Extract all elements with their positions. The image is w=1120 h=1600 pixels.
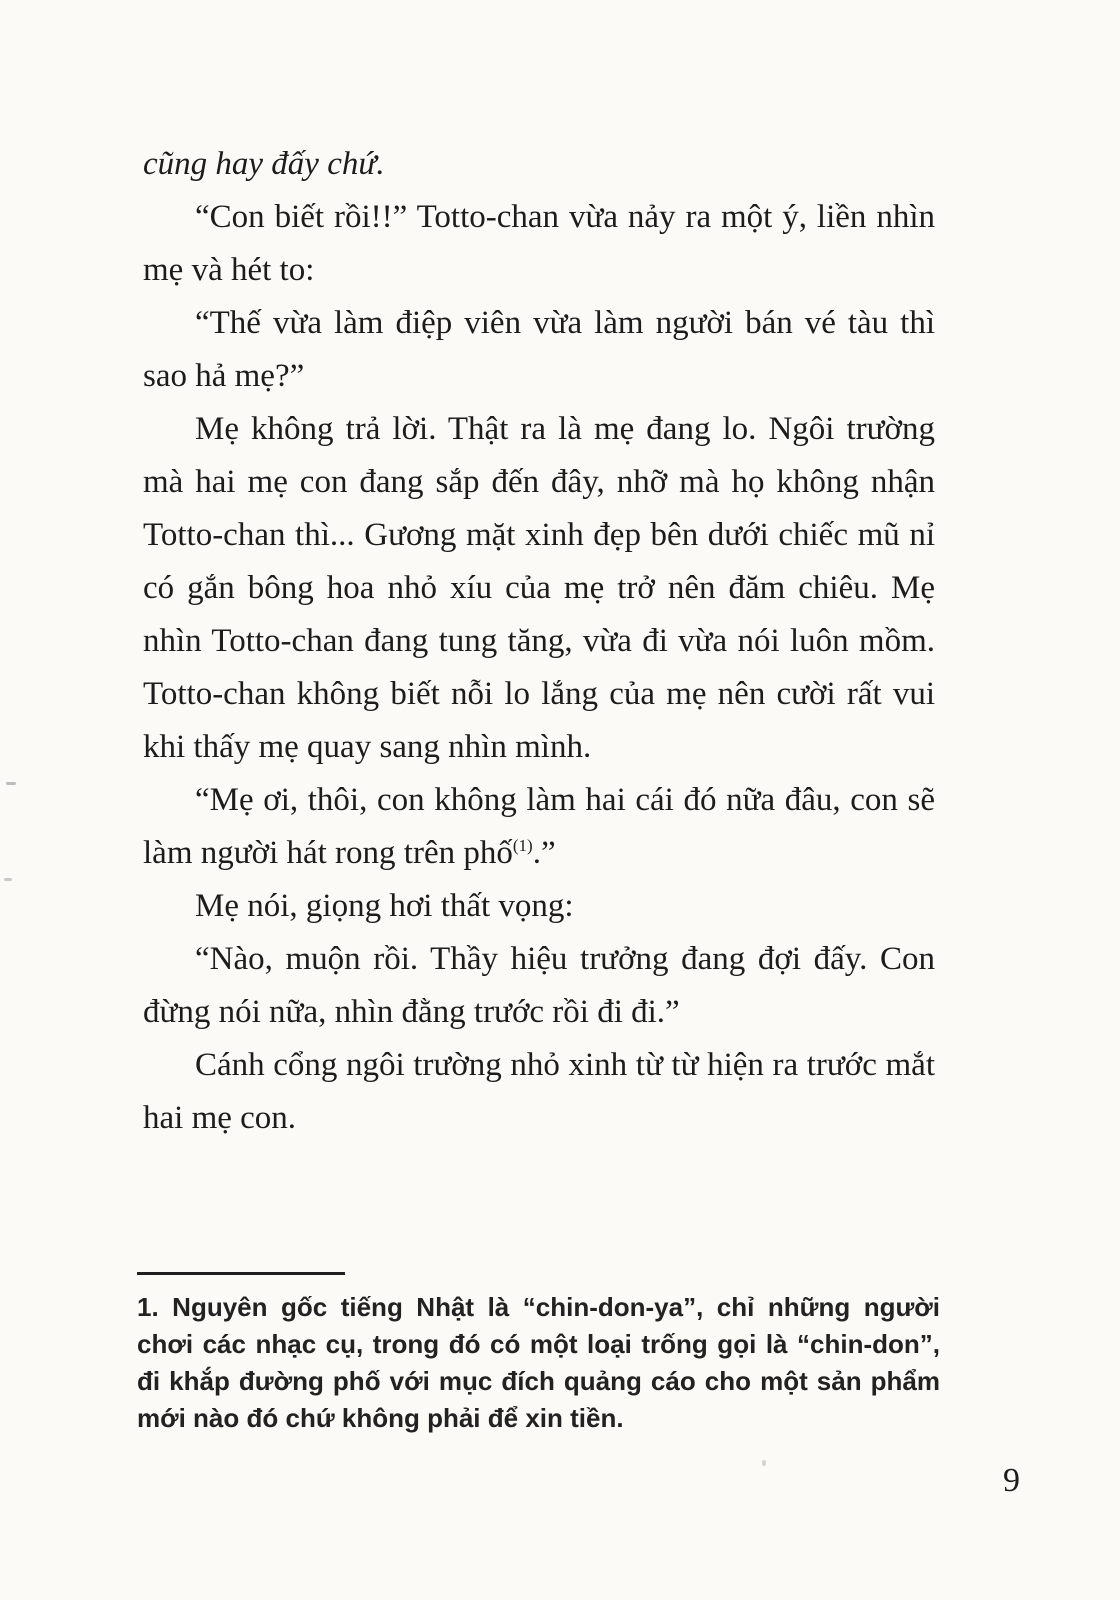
paragraph: “Thế vừa làm điệp viên vừa làm người bán vé tàu thì sao hả mẹ?”	[143, 305, 935, 394]
page-number: 9	[1003, 1462, 1020, 1499]
paragraph-text: .”	[532, 835, 556, 871]
paragraph-continuation: cũng hay đấy chứ.	[143, 146, 385, 182]
paragraph: Mẹ nói, giọng hơi thất vọng:	[195, 888, 574, 924]
footnote-area	[137, 1272, 940, 1437]
scan-artifact	[762, 1460, 766, 1466]
paragraph: “Con biết rồi!!” Totto-chan vừa nảy ra một ý, liền nhìn mẹ và hét to:	[143, 199, 935, 288]
footnote-text: 1. Nguyên gốc tiếng Nhật là “chin-don-ya”, chỉ những người chơi các nhạc cụ, trong đó có một loại trống gọi là “chin-don”, đi khắp đường phố với mục đích quảng cáo cho một sản phẩm mới nào đó chứ không phải để xin tiền.	[137, 1292, 940, 1433]
paragraph: Cánh cổng ngôi trường nhỏ xinh từ từ hiện ra trước mắt hai mẹ con.	[143, 1047, 935, 1136]
footnote-divider	[137, 1272, 345, 1275]
paragraph	[143, 774, 935, 880]
scan-artifact	[4, 878, 12, 881]
scan-artifact	[6, 782, 16, 785]
paragraph-text: “Mẹ ơi, thôi, con không làm hai cái đó nữa đâu, con sẽ làm người hát rong trên phố	[143, 782, 935, 871]
footnote-ref-1: (1)	[512, 836, 533, 855]
paragraph: “Nào, muộn rồi. Thầy hiệu trưởng đang đợi đấy. Con đừng nói nữa, nhìn đằng trước rồi đi đi.”	[143, 941, 935, 1030]
paragraph: Mẹ không trả lời. Thật ra là mẹ đang lo. Ngôi trường mà hai mẹ con đang sắp đến đây, nhỡ mà họ không nhận Totto-chan thì... Gương mặt xinh đẹp bên dưới chiếc mũ nỉ có gắn bông hoa nhỏ xíu của mẹ trở nên đăm chiêu. Mẹ nhìn Totto-chan đang tung tăng, vừa đi vừa nói luôn mồm. Totto-chan không biết nỗi lo lắng của mẹ nên cười rất vui khi thấy mẹ quay sang nhìn mình.	[143, 411, 935, 765]
body-text	[143, 138, 935, 1145]
